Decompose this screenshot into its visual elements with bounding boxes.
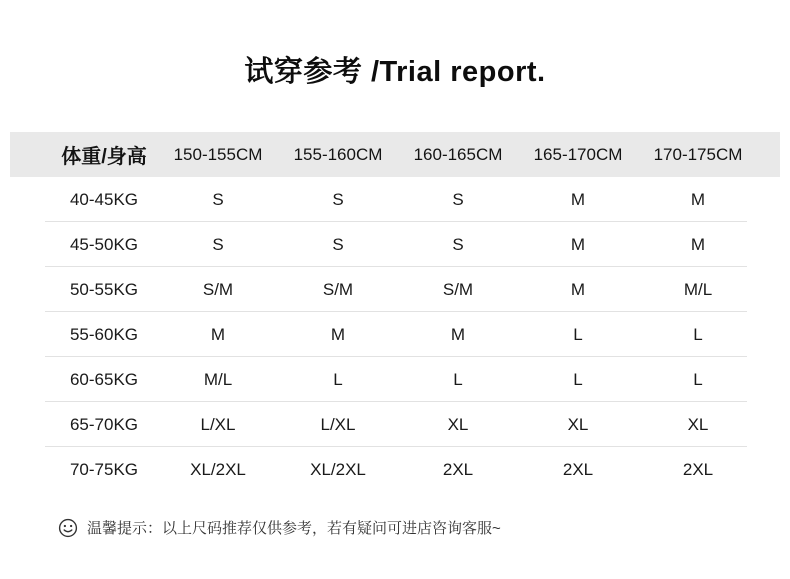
size-table bbox=[10, 132, 780, 492]
size-cell: L bbox=[693, 369, 703, 389]
table-row bbox=[10, 357, 780, 402]
size-cell: M bbox=[570, 279, 586, 299]
table-row bbox=[10, 267, 780, 312]
size-cell: S bbox=[332, 234, 344, 254]
size-cell: S bbox=[212, 234, 224, 254]
size-cell: M bbox=[450, 324, 466, 344]
weight-cell: 45-50KG bbox=[69, 234, 139, 254]
size-cell: M bbox=[570, 189, 586, 209]
size-cell: 2XL bbox=[442, 459, 474, 479]
size-cell: S/M bbox=[442, 279, 474, 299]
size-cell: 2XL bbox=[562, 459, 594, 479]
size-cell: 2XL bbox=[682, 459, 714, 479]
footer-note-text: 温馨提示：以上尺码推荐仅供参考，若有疑问可进店咨询客服~ bbox=[87, 520, 501, 537]
size-cell: L/XL bbox=[320, 414, 356, 434]
table-row bbox=[10, 447, 780, 492]
header-cell-155-160cm: 155-160CM bbox=[293, 144, 383, 164]
size-cell: L bbox=[573, 324, 583, 344]
size-cell: S/M bbox=[322, 279, 354, 299]
weight-cell: 55-60KG bbox=[69, 324, 139, 344]
size-cell: L bbox=[333, 369, 343, 389]
weight-cell: 40-45KG bbox=[69, 189, 139, 209]
size-cell: M bbox=[210, 324, 226, 344]
size-cell: XL bbox=[567, 414, 589, 434]
weight-cell: 60-65KG bbox=[69, 369, 139, 389]
size-cell: S bbox=[332, 189, 344, 209]
size-cell: S bbox=[212, 189, 224, 209]
size-cell: XL bbox=[687, 414, 709, 434]
size-cell: XL/2XL bbox=[190, 459, 246, 479]
footer-note bbox=[58, 517, 790, 538]
size-cell: M/L bbox=[683, 279, 713, 299]
size-cell: L/XL bbox=[200, 414, 236, 434]
page-title: 试穿参考 /Trial report. bbox=[244, 56, 546, 88]
size-cell: L bbox=[573, 369, 583, 389]
table-row bbox=[10, 177, 780, 222]
table-row bbox=[10, 312, 780, 357]
size-cell: M bbox=[330, 324, 346, 344]
header-cell-170-175cm: 170-175CM bbox=[653, 144, 743, 164]
size-cell: S bbox=[452, 234, 464, 254]
size-cell: XL bbox=[447, 414, 469, 434]
size-cell: L bbox=[453, 369, 463, 389]
smiley-icon bbox=[58, 518, 78, 538]
table-header-row bbox=[10, 132, 780, 177]
size-cell: M bbox=[570, 234, 586, 254]
weight-cell: 65-70KG bbox=[69, 414, 139, 434]
size-cell: XL/2XL bbox=[310, 459, 366, 479]
size-cell: M/L bbox=[203, 369, 233, 389]
header-cell-160-165cm: 160-165CM bbox=[413, 144, 503, 164]
header-cell-165-170cm: 165-170CM bbox=[533, 144, 623, 164]
weight-cell: 50-55KG bbox=[69, 279, 139, 299]
weight-cell: 70-75KG bbox=[69, 459, 139, 479]
size-cell: L bbox=[693, 324, 703, 344]
header-cell-weight-height: 体重/身高 bbox=[61, 146, 147, 168]
table-row bbox=[10, 222, 780, 267]
table-row bbox=[10, 402, 780, 447]
size-cell: S/M bbox=[202, 279, 234, 299]
size-cell: M bbox=[690, 189, 706, 209]
size-cell: S bbox=[452, 189, 464, 209]
size-cell: M bbox=[690, 234, 706, 254]
header-cell-150-155cm: 150-155CM bbox=[173, 144, 263, 164]
